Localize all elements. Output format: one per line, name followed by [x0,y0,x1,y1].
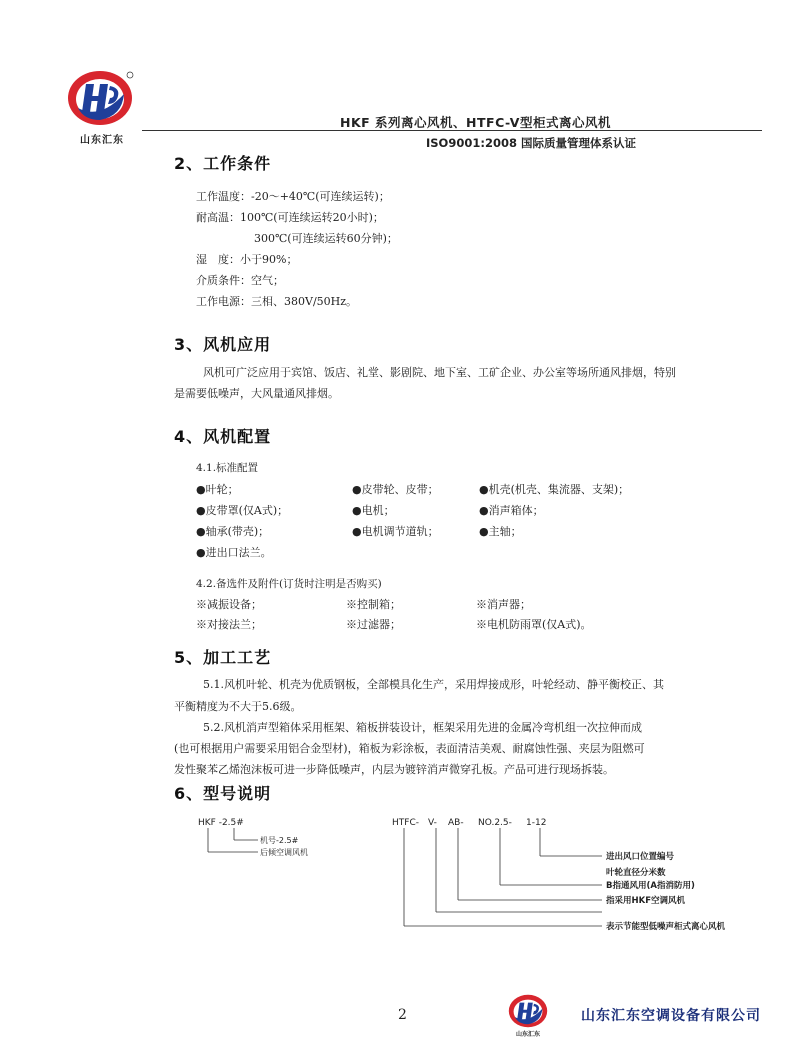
model-code-part: 1-12 [526,818,547,828]
model-code-part: AB- [448,818,464,828]
config-item: ●轴承(带壳)； [196,525,270,538]
work-condition-medium: 介质条件：空气； [196,274,284,287]
work-condition-humidity: 湿 度：小于90%； [196,253,298,266]
header-certification: ISO9001:2008 国际质量管理体系认证 [426,136,636,150]
work-condition-power: 工作电源：三相、380V/50Hz。 [196,295,358,308]
optional-item: ※对接法兰； [196,618,262,631]
standard-config-title: 4.1.标准配置 [196,462,259,474]
page-number: 2 [398,1007,407,1023]
config-item: ●主轴； [479,525,522,538]
model-label: B指通风用(A指消防用) [606,881,695,891]
optional-item: ※过滤器； [346,618,401,631]
work-condition-temperature: 工作温度：-20～+40℃(可连续运转)； [196,190,390,203]
processing-text-line: 5.2.风机消声型箱体采用框架、箱板拼装设计，框架采用先进的金属冷弯机组一次拉伸而成 [203,721,642,734]
section-heading-processing: 5、加工工艺 [174,648,272,667]
optional-item: ※消声器； [476,598,531,611]
config-item: ●进出口法兰。 [196,546,272,559]
optional-item: ※控制箱； [346,598,401,611]
model-label: 叶轮直径分米数 [606,868,666,878]
work-condition-heat-resistance-2: 300℃(可连续运转60分钟)； [254,232,398,245]
section-heading-configuration: 4、风机配置 [174,427,272,446]
company-logo [64,68,136,128]
model-label: 后倾空调风机 [260,848,308,857]
model-code-part: HTFC- [392,818,419,828]
footer-logo [506,993,550,1029]
processing-text-line: (也可根据用户需要采用铝合金型材)，箱板为彩涂板，表面清洁美观、耐腐蚀性强、夹层为阻燃可 [174,742,645,755]
model-code-part: V- [428,818,437,828]
config-item: ●机壳(机壳、集流器、支架)； [479,483,630,496]
work-condition-heat-resistance: 耐高温：100℃(可连续运转20小时)； [196,211,384,224]
processing-text-line: 5.1.风机叶轮、机壳为优质钢板，全部模具化生产，采用焊接成形，叶轮经动、静平衡校正、其 [203,678,664,691]
model-label: 表示节能型低噪声柜式离心风机 [606,922,726,932]
processing-text-line: 平衡精度为不大于5.6级。 [174,700,302,713]
model-label: 机号-2.5# [260,836,299,845]
processing-text-line: 发性聚苯乙烯泡沫板可进一步降低噪声，内层为镀锌消声微穿孔板。产品可进行现场拆装。 [174,763,614,776]
application-text-line-1: 风机可广泛应用于宾馆、饭店、礼堂、影剧院、地下室、工矿企业、办公室等场所通风排烟，特别 [203,366,676,379]
section-heading-application: 3、风机应用 [174,335,272,354]
config-item: ●皮带罩(仅A式)； [196,504,289,517]
header-title: HKF 系列离心风机、HTFC-V型柜式离心风机 [340,115,611,130]
logo-caption: 山东汇东 [80,135,124,146]
footer-logo-caption: 山东汇东 [515,1031,540,1038]
section-heading-work-conditions: 2、工作条件 [174,154,272,173]
config-item: ●叶轮； [196,483,239,496]
config-item: ●皮带轮、皮带； [352,483,439,496]
config-item: ●电机； [352,504,395,517]
model-label: 指采用HKF空调风机 [606,896,686,906]
model-code-diagram [196,814,776,944]
optional-item: ※电机防雨罩(仅A式)。 [476,618,592,631]
config-item: ●电机调节道轨； [352,525,439,538]
model-code-hkf: HKF -2.5# [198,818,244,828]
application-text-line-2: 是需要低噪声，大风量通风排烟。 [174,387,339,400]
header-divider [142,130,762,131]
section-heading-model-description: 6、型号说明 [174,784,272,803]
model-label: 进出风口位置编号 [606,852,675,862]
config-item: ●消声箱体； [479,504,544,517]
company-name: 山东汇东空调设备有限公司 [581,1008,761,1024]
optional-item: ※减振设备； [196,598,262,611]
model-code-part: NO.2.5- [478,818,512,828]
optional-config-title: 4.2.备选件及附件(订货时注明是否购买) [196,578,382,590]
